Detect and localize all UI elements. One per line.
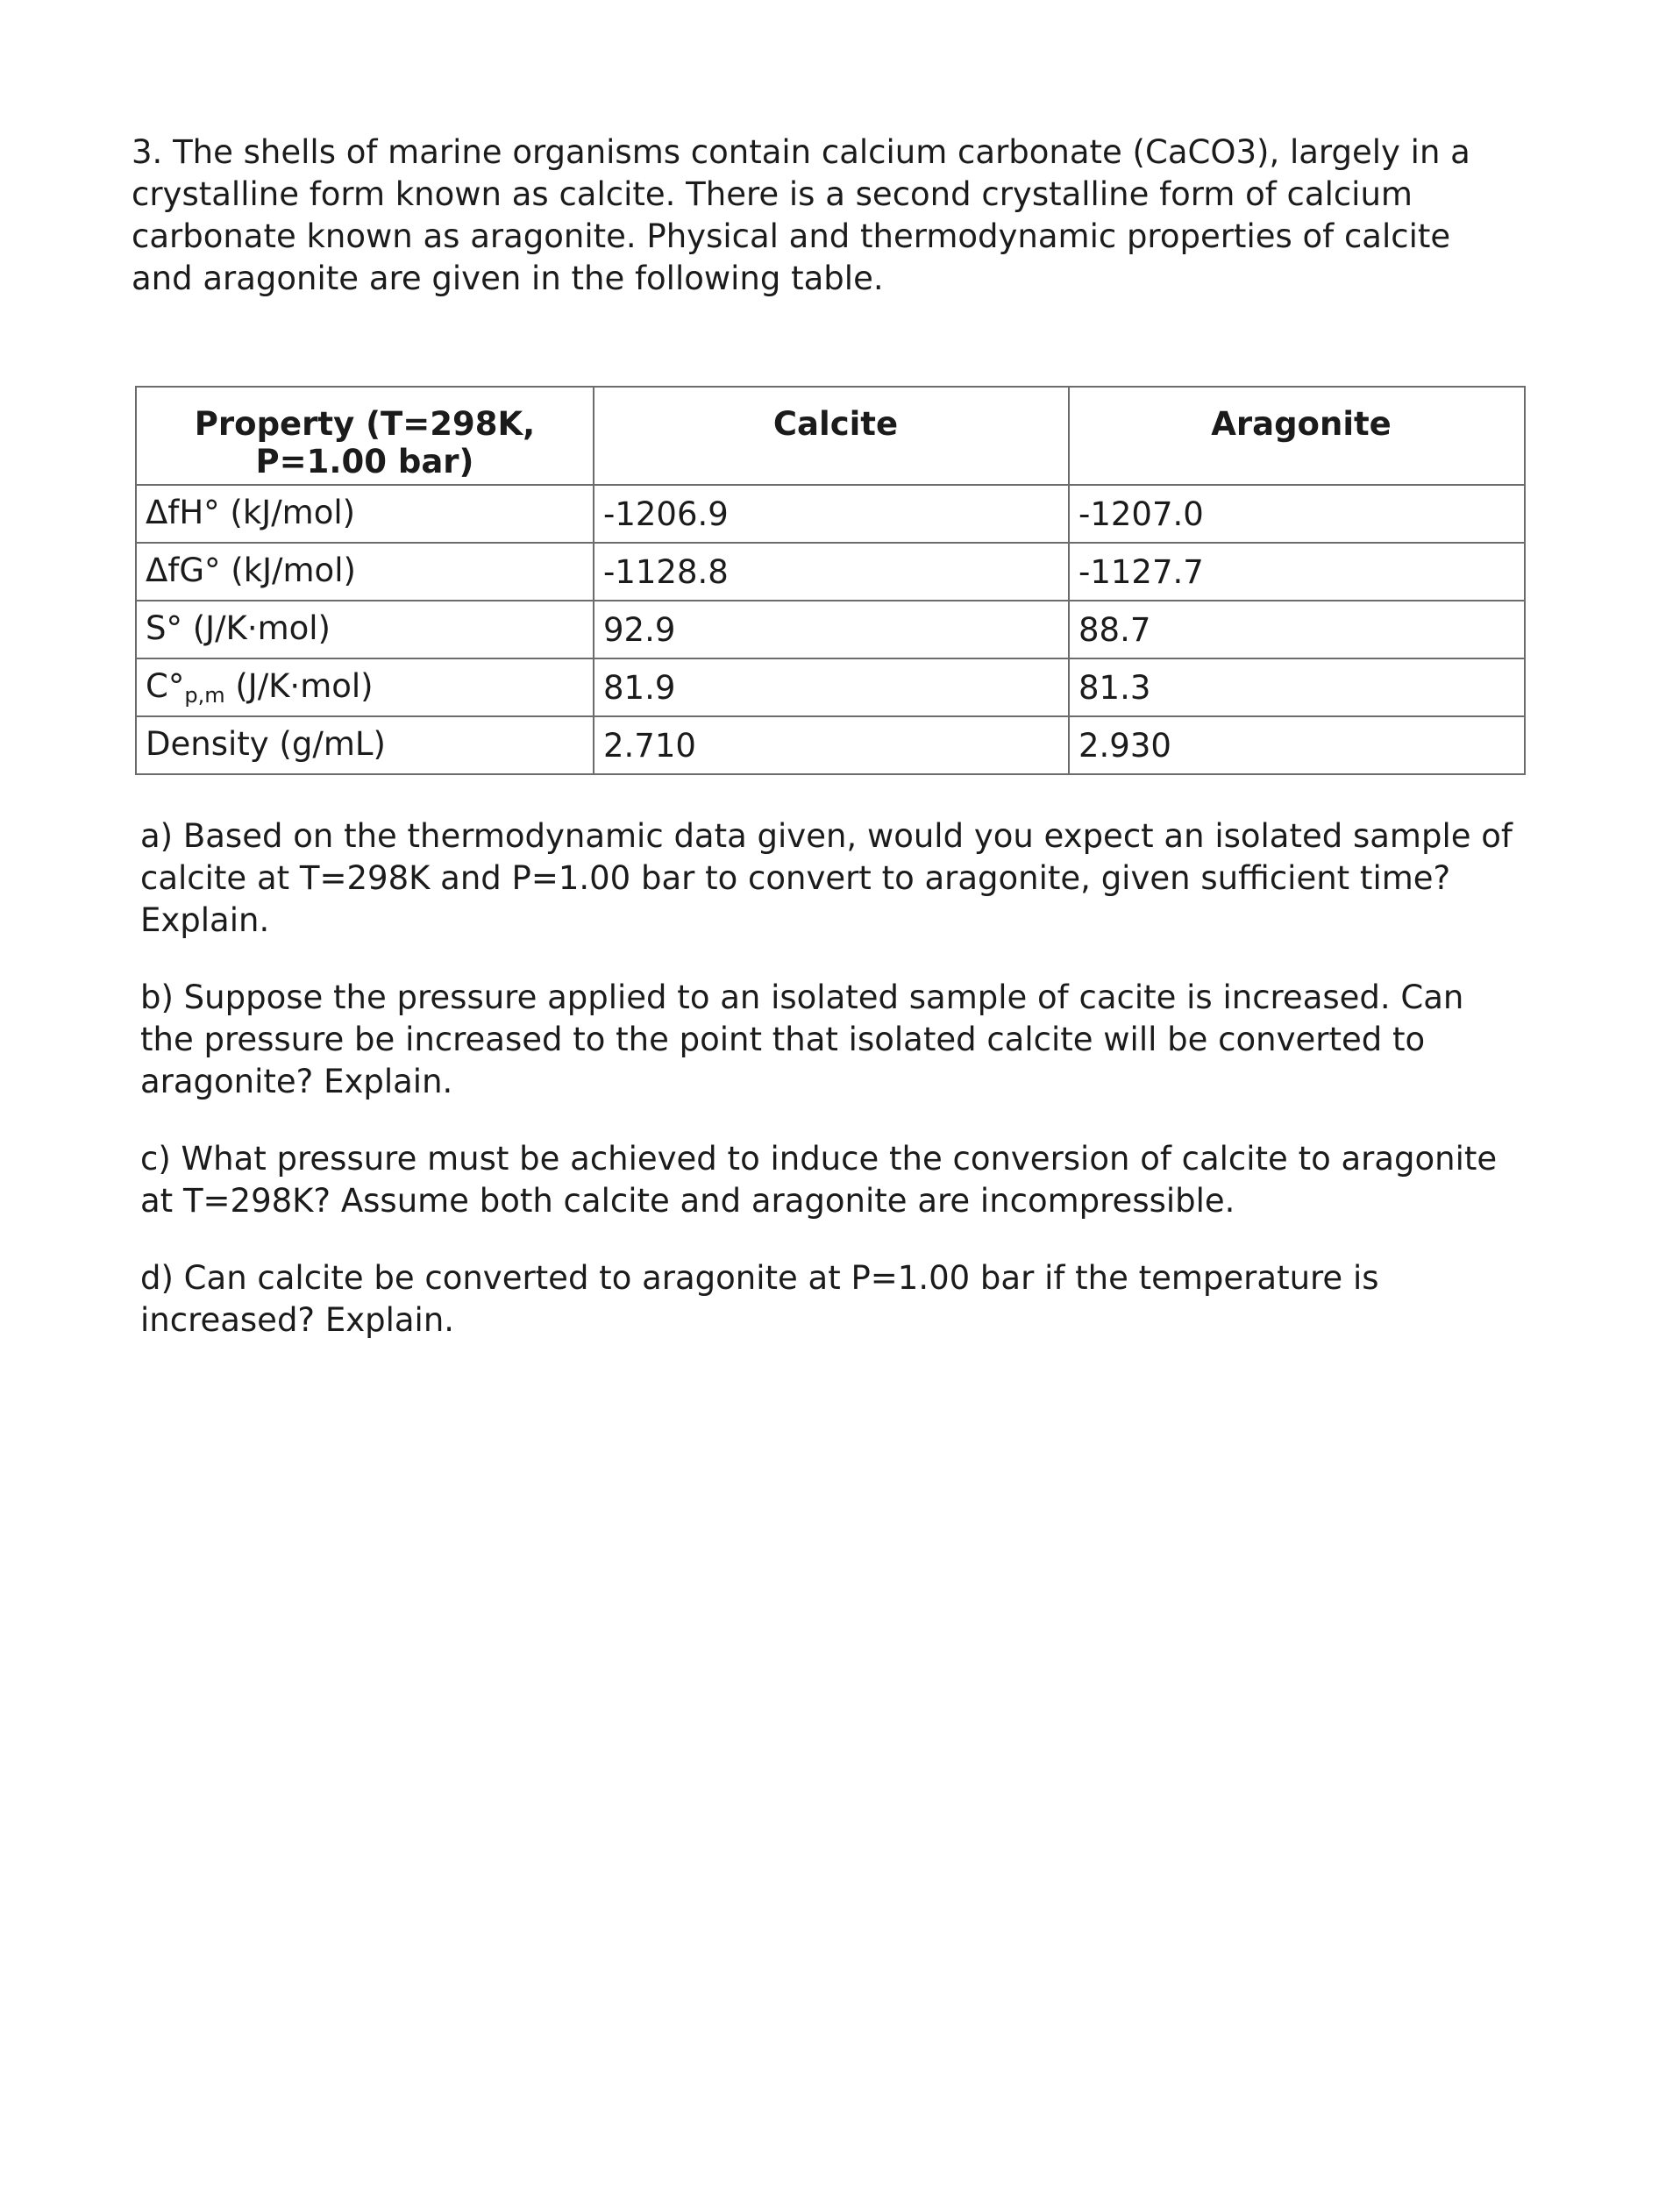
calcite-value: -1128.8 <box>594 543 1069 601</box>
aragonite-value: -1127.7 <box>1069 543 1525 601</box>
header-property-line1: Property (T=298K, <box>194 405 536 443</box>
header-calcite: Calcite <box>594 387 1069 485</box>
header-property <box>136 387 594 485</box>
properties-table <box>135 386 1526 775</box>
property-cell: ΔfG° (kJ/mol) <box>136 543 594 601</box>
questions-section <box>140 815 1526 1377</box>
calcite-value: -1206.9 <box>594 485 1069 543</box>
property-cell: S° (J/K·mol) <box>136 601 594 658</box>
property-cell: $C^\circ_{p,m}$ (J/K·mol) <box>136 658 594 716</box>
aragonite-value: -1207.0 <box>1069 485 1525 543</box>
question-a: a) Based on the thermodynamic data given, would you expect an isolated sample of calcite at T=298K and P=1.00 bar to convert to aragonite, given sufficient time? Explain. <box>140 817 1513 939</box>
aragonite-value: 81.3 <box>1069 658 1525 716</box>
calcite-value: 92.9 <box>594 601 1069 658</box>
table-row <box>136 543 1525 601</box>
property-cell: ΔfH° (kJ/mol) <box>136 485 594 543</box>
header-property-line2: P=1.00 bar) <box>255 443 474 480</box>
table-row <box>136 658 1525 716</box>
aragonite-value: 2.930 <box>1069 716 1525 774</box>
calcite-value: 81.9 <box>594 658 1069 716</box>
aragonite-value: 88.7 <box>1069 601 1525 658</box>
problem-intro: 3. The shells of marine organisms contain calcium carbonate (CaCO3), largely in a crystalline form known as calcite. There is a second crystalline form of calcium carbonate known as aragonite. Physical and thermodynamic properties of calcite and aragonite are given in the following table. <box>132 133 1470 297</box>
header-aragonite: Aragonite <box>1069 387 1525 485</box>
question-d: d) Can calcite be converted to aragonite at P=1.00 bar if the temperature is increased? Explain. <box>140 1259 1379 1339</box>
question-b: b) Suppose the pressure applied to an isolated sample of cacite is increased. Can the pressure be increased to the point that isolated calcite will be converted to aragonite? Explain. <box>140 979 1464 1100</box>
table-row <box>136 485 1525 543</box>
table-row <box>136 716 1525 774</box>
calcite-value: 2.710 <box>594 716 1069 774</box>
question-c: c) What pressure must be achieved to induce the conversion of calcite to aragonite at T=298K? Assume both calcite and aragonite are incompressible. <box>140 1140 1498 1220</box>
property-cell: Density (g/mL) <box>136 716 594 774</box>
table-row <box>136 601 1525 658</box>
table-header-row <box>136 387 1525 485</box>
